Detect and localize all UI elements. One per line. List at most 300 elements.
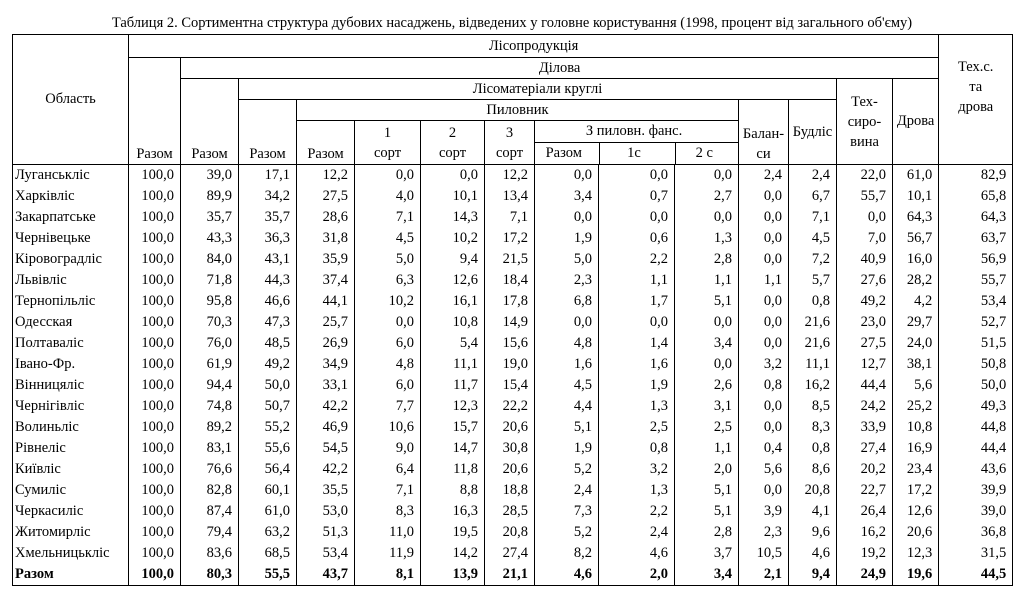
value-cell: 0,8 [789,291,837,312]
value-cell: 6,7 [789,186,837,207]
table-header [13,35,1013,165]
value-cell: 50,7 [239,396,297,417]
value-cell: 2,0 [599,564,675,586]
value-cell: 1,1 [675,438,739,459]
value-cell: 26,4 [837,501,893,522]
value-cell: 11,1 [789,354,837,375]
value-cell: 5,1 [675,501,739,522]
value-cell: 49,3 [939,396,1013,417]
value-cell: 56,7 [893,228,939,249]
value-cell: 10,8 [893,417,939,438]
header-pylovnyk: Пиловник [297,100,739,121]
value-cell: 21,6 [789,333,837,354]
value-cell: 17,1 [239,165,297,187]
value-cell: 5,1 [675,480,739,501]
value-cell: 1,1 [599,270,675,291]
value-cell: 9,4 [789,564,837,586]
value-cell: 12,2 [297,165,355,187]
value-cell: 0,0 [837,207,893,228]
table-row [13,480,1013,501]
region-cell: Чернігівліс [13,396,129,417]
header-dilova: Ділова [181,58,939,79]
value-cell: 49,2 [239,354,297,375]
value-cell: 7,3 [535,501,599,522]
value-cell: 5,2 [535,522,599,543]
value-cell: 0,0 [675,207,739,228]
header-sort-3: 3 сорт [485,121,535,165]
value-cell: 9,6 [789,522,837,543]
table-body [13,165,1013,586]
value-cell: 6,0 [355,333,421,354]
value-cell: 83,1 [181,438,239,459]
value-cell: 14,2 [421,543,485,564]
header-balansy: Балан- си [739,100,789,165]
value-cell: 22,2 [485,396,535,417]
value-cell: 14,7 [421,438,485,459]
region-cell: Хмельницькліс [13,543,129,564]
value-cell: 36,3 [239,228,297,249]
value-cell: 17,8 [485,291,535,312]
value-cell: 47,3 [239,312,297,333]
value-cell: 16,2 [789,375,837,396]
value-cell: 35,9 [297,249,355,270]
value-cell: 20,8 [485,522,535,543]
value-cell: 3,4 [675,564,739,586]
value-cell: 1,3 [675,228,739,249]
value-cell: 25,2 [893,396,939,417]
value-cell: 0,0 [535,312,599,333]
value-cell: 14,3 [421,207,485,228]
value-cell: 33,9 [837,417,893,438]
header-razom-dilova: Разом [181,79,239,165]
region-cell: Луганськліс [13,165,129,187]
value-cell: 3,2 [739,354,789,375]
value-cell: 0,0 [739,228,789,249]
region-cell: Закарпатське [13,207,129,228]
value-cell: 53,4 [939,291,1013,312]
value-cell: 31,5 [939,543,1013,564]
value-cell: 27,6 [837,270,893,291]
value-cell: 2,4 [789,165,837,187]
value-cell: 43,7 [297,564,355,586]
value-cell: 0,8 [789,438,837,459]
value-cell: 2,5 [675,417,739,438]
value-cell: 7,1 [355,480,421,501]
value-cell: 82,8 [181,480,239,501]
value-cell: 0,0 [675,165,739,187]
value-cell: 5,0 [355,249,421,270]
value-cell: 51,5 [939,333,1013,354]
table-row [13,543,1013,564]
value-cell: 2,5 [599,417,675,438]
table-row [13,522,1013,543]
header-2c: 2 с [695,145,713,161]
value-cell: 8,6 [789,459,837,480]
value-cell: 27,5 [297,186,355,207]
region-cell: Сумиліс [13,480,129,501]
table-row [13,249,1013,270]
value-cell: 1,6 [535,354,599,375]
value-cell: 0,0 [675,354,739,375]
value-cell: 71,8 [181,270,239,291]
value-cell: 61,9 [181,354,239,375]
header-razom-total: Разом [129,58,181,165]
value-cell: 0,0 [739,291,789,312]
value-cell: 79,4 [181,522,239,543]
value-cell: 5,7 [789,270,837,291]
value-cell: 40,9 [837,249,893,270]
value-cell: 0,7 [599,186,675,207]
header-oblast: Область [13,35,129,165]
region-cell: Тернопільліс [13,291,129,312]
value-cell: 43,6 [939,459,1013,480]
value-cell: 10,5 [739,543,789,564]
value-cell: 43,3 [181,228,239,249]
value-cell: 17,2 [893,480,939,501]
value-cell: 5,2 [535,459,599,480]
value-cell: 19,2 [837,543,893,564]
header-sort-1: 1 сорт [355,121,421,165]
value-cell: 20,6 [485,417,535,438]
value-cell: 100,0 [129,270,181,291]
table-row [13,375,1013,396]
value-cell: 87,4 [181,501,239,522]
value-cell: 46,6 [239,291,297,312]
value-cell: 0,0 [739,480,789,501]
region-cell: Рівнеліс [13,438,129,459]
value-cell: 27,5 [837,333,893,354]
region-cell: Одесская [13,312,129,333]
value-cell: 63,7 [939,228,1013,249]
region-cell: Полтаваліс [13,333,129,354]
value-cell: 39,0 [939,501,1013,522]
value-cell: 11,1 [421,354,485,375]
value-cell: 1,9 [599,375,675,396]
value-cell: 5,1 [675,291,739,312]
value-cell: 19,5 [421,522,485,543]
value-cell: 4,6 [599,543,675,564]
value-cell: 82,9 [939,165,1013,187]
value-cell: 4,4 [535,396,599,417]
value-cell: 14,9 [485,312,535,333]
value-cell: 7,0 [837,228,893,249]
value-cell: 11,9 [355,543,421,564]
value-cell: 65,8 [939,186,1013,207]
table-row [13,228,1013,249]
value-cell: 50,0 [939,375,1013,396]
value-cell: 10,2 [355,291,421,312]
value-cell: 39,0 [181,165,239,187]
value-cell: 52,7 [939,312,1013,333]
value-cell: 44,4 [939,438,1013,459]
value-cell: 0,6 [599,228,675,249]
value-cell: 8,1 [355,564,421,586]
value-cell: 42,2 [297,459,355,480]
value-cell: 100,0 [129,480,181,501]
header-z-pylovn-fans-label: З пиловн. фанс. [535,121,739,143]
region-cell: Кіровоградліс [13,249,129,270]
value-cell: 2,3 [535,270,599,291]
value-cell: 21,1 [485,564,535,586]
total-row [13,564,1013,586]
value-cell: 100,0 [129,417,181,438]
value-cell: 28,5 [485,501,535,522]
value-cell: 2,1 [739,564,789,586]
value-cell: 51,3 [297,522,355,543]
value-cell: 0,0 [599,207,675,228]
value-cell: 4,2 [893,291,939,312]
value-cell: 46,9 [297,417,355,438]
value-cell: 0,8 [599,438,675,459]
value-cell: 55,5 [239,564,297,586]
assortment-table [12,34,1013,586]
table-row [13,354,1013,375]
value-cell: 2,2 [599,249,675,270]
value-cell: 53,4 [297,543,355,564]
value-cell: 100,0 [129,207,181,228]
value-cell: 23,0 [837,312,893,333]
table-row [13,270,1013,291]
value-cell: 0,0 [739,333,789,354]
value-cell: 100,0 [129,186,181,207]
value-cell: 4,8 [355,354,421,375]
value-cell: 1,3 [599,396,675,417]
region-cell: Київліс [13,459,129,480]
value-cell: 44,5 [939,564,1013,586]
value-cell: 100,0 [129,501,181,522]
value-cell: 2,4 [739,165,789,187]
value-cell: 1,4 [599,333,675,354]
value-cell: 10,2 [421,228,485,249]
value-cell: 1,7 [599,291,675,312]
value-cell: 95,8 [181,291,239,312]
header-razom-fans: Разом [535,143,599,165]
value-cell: 0,0 [739,207,789,228]
value-cell: 100,0 [129,396,181,417]
value-cell: 100,0 [129,228,181,249]
value-cell: 0,0 [355,165,421,187]
value-cell: 37,4 [297,270,355,291]
value-cell: 20,6 [893,522,939,543]
value-cell: 4,1 [789,501,837,522]
value-cell: 35,7 [181,207,239,228]
value-cell: 44,1 [297,291,355,312]
header-drova: Дрова [893,79,939,165]
value-cell: 16,3 [421,501,485,522]
value-cell: 4,8 [535,333,599,354]
value-cell: 28,6 [297,207,355,228]
value-cell: 70,3 [181,312,239,333]
value-cell: 5,0 [535,249,599,270]
value-cell: 84,0 [181,249,239,270]
value-cell: 35,7 [239,207,297,228]
table-row [13,165,1013,187]
value-cell: 1,6 [599,354,675,375]
value-cell: 30,8 [485,438,535,459]
value-cell: 74,8 [181,396,239,417]
value-cell: 44,4 [837,375,893,396]
value-cell: 4,5 [789,228,837,249]
value-cell: 55,2 [239,417,297,438]
value-cell: 56,4 [239,459,297,480]
value-cell: 20,6 [485,459,535,480]
value-cell: 2,4 [599,522,675,543]
region-cell: Волиньліс [13,417,129,438]
value-cell: 4,0 [355,186,421,207]
value-cell: 42,2 [297,396,355,417]
value-cell: 12,7 [837,354,893,375]
value-cell: 1,3 [599,480,675,501]
value-cell: 0,0 [739,417,789,438]
value-cell: 5,4 [421,333,485,354]
value-cell: 0,4 [739,438,789,459]
value-cell: 2,2 [599,501,675,522]
region-cell: Харківліс [13,186,129,207]
value-cell: 100,0 [129,564,181,586]
value-cell: 34,2 [239,186,297,207]
value-cell: 61,0 [893,165,939,187]
table-row [13,333,1013,354]
value-cell: 38,1 [893,354,939,375]
value-cell: 48,5 [239,333,297,354]
value-cell: 12,2 [485,165,535,187]
value-cell: 19,0 [485,354,535,375]
region-cell: Житомирліс [13,522,129,543]
value-cell: 5,6 [739,459,789,480]
table-caption: Таблиця 2. Сортиментна структура дубових насаджень, відведених у головне користування (1998, процент від загального об'єму) [111,15,913,31]
header-razom-pylovnyk: Разом [297,121,355,165]
value-cell: 100,0 [129,375,181,396]
value-cell: 55,6 [239,438,297,459]
value-cell: 100,0 [129,291,181,312]
value-cell: 44,3 [239,270,297,291]
value-cell: 0,0 [535,207,599,228]
value-cell: 49,2 [837,291,893,312]
value-cell: 25,7 [297,312,355,333]
value-cell: 8,3 [355,501,421,522]
header-razom-lisomaterialy: Разом [239,100,297,165]
value-cell: 4,6 [789,543,837,564]
value-cell: 3,4 [535,186,599,207]
value-cell: 2,7 [675,186,739,207]
value-cell: 28,2 [893,270,939,291]
value-cell: 0,8 [739,375,789,396]
header-lisoproduktsiya: Лісопродукція [129,35,939,58]
value-cell: 53,0 [297,501,355,522]
value-cell: 27,4 [837,438,893,459]
value-cell: 2,3 [739,522,789,543]
value-cell: 2,8 [675,522,739,543]
value-cell: 8,3 [789,417,837,438]
value-cell: 54,5 [297,438,355,459]
value-cell: 3,9 [739,501,789,522]
value-cell: 9,0 [355,438,421,459]
value-cell: 6,0 [355,375,421,396]
value-cell: 3,1 [675,396,739,417]
region-cell: Чернівецьке [13,228,129,249]
value-cell: 12,3 [421,396,485,417]
value-cell: 2,8 [675,249,739,270]
value-cell: 22,7 [837,480,893,501]
value-cell: 0,0 [421,165,485,187]
header-1c: 1с [599,143,675,165]
value-cell: 61,0 [239,501,297,522]
value-cell: 2,4 [535,480,599,501]
value-cell: 7,2 [789,249,837,270]
value-cell: 100,0 [129,354,181,375]
value-cell: 18,4 [485,270,535,291]
value-cell: 39,9 [939,480,1013,501]
value-cell: 100,0 [129,543,181,564]
value-cell: 36,8 [939,522,1013,543]
value-cell: 83,6 [181,543,239,564]
region-cell: Івано-Фр. [13,354,129,375]
value-cell: 20,2 [837,459,893,480]
table-row [13,396,1013,417]
value-cell: 4,6 [535,564,599,586]
value-cell: 21,5 [485,249,535,270]
header-sort-2: 2 сорт [421,121,485,165]
value-cell: 100,0 [129,249,181,270]
value-cell: 24,2 [837,396,893,417]
value-cell: 0,0 [739,396,789,417]
region-cell: Черкасиліс [13,501,129,522]
value-cell: 7,7 [355,396,421,417]
header-tekhsyrovyna: Тех- сиро- вина [837,79,893,165]
value-cell: 12,6 [421,270,485,291]
value-cell: 8,2 [535,543,599,564]
value-cell: 8,5 [789,396,837,417]
value-cell: 100,0 [129,333,181,354]
value-cell: 11,0 [355,522,421,543]
value-cell: 22,0 [837,165,893,187]
value-cell: 89,2 [181,417,239,438]
table-row [13,459,1013,480]
value-cell: 18,8 [485,480,535,501]
value-cell: 33,1 [297,375,355,396]
value-cell: 7,1 [789,207,837,228]
value-cell: 24,9 [837,564,893,586]
value-cell: 35,5 [297,480,355,501]
value-cell: 64,3 [939,207,1013,228]
value-cell: 76,0 [181,333,239,354]
value-cell: 10,8 [421,312,485,333]
value-cell: 60,1 [239,480,297,501]
value-cell: 3,7 [675,543,739,564]
value-cell: 16,1 [421,291,485,312]
value-cell: 5,1 [535,417,599,438]
value-cell: 15,6 [485,333,535,354]
value-cell: 3,2 [599,459,675,480]
value-cell: 55,7 [837,186,893,207]
value-cell: 2,0 [675,459,739,480]
value-cell: 100,0 [129,522,181,543]
value-cell: 13,9 [421,564,485,586]
region-cell: Львівліс [13,270,129,291]
value-cell: 0,0 [535,165,599,187]
value-cell: 0,0 [739,249,789,270]
table-row [13,186,1013,207]
table-row [13,501,1013,522]
value-cell: 64,3 [893,207,939,228]
table-row [13,417,1013,438]
value-cell: 20,8 [789,480,837,501]
value-cell: 44,8 [939,417,1013,438]
header-z-pylovn-fans [535,121,739,165]
value-cell: 100,0 [129,438,181,459]
region-cell: Вінницяліс [13,375,129,396]
value-cell: 23,4 [893,459,939,480]
